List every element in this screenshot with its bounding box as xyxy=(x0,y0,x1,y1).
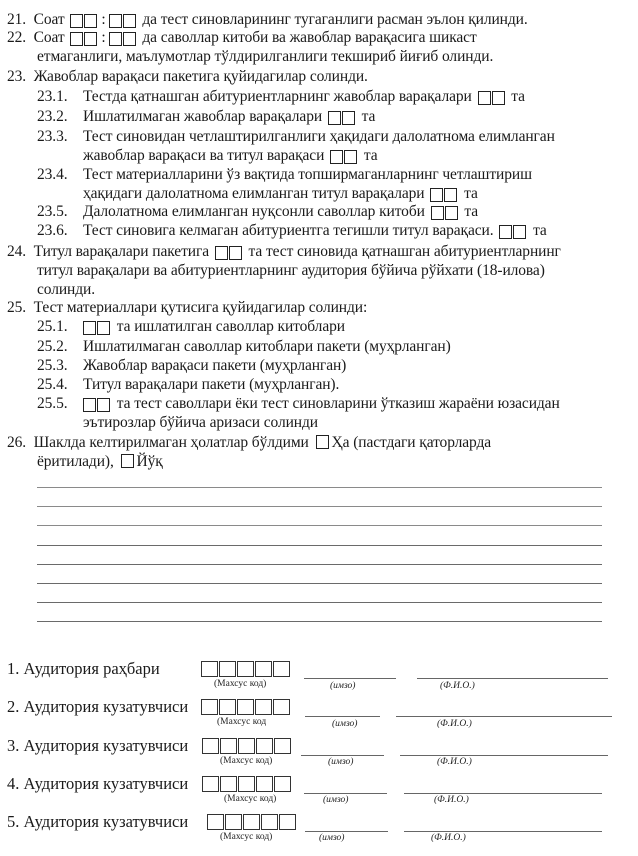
item-number: 23.3. xyxy=(37,128,68,145)
item-text: да тест синовларининг тугаганлиги расман эълон қилинди. xyxy=(142,11,528,28)
digit-box[interactable] xyxy=(330,150,343,164)
item-23-6 xyxy=(37,221,547,242)
item-number: 24. xyxy=(7,243,27,260)
code-box[interactable] xyxy=(256,776,273,792)
item-24 xyxy=(7,242,561,263)
special-code-label: (Махсус код xyxy=(217,717,267,727)
signature-line[interactable] xyxy=(305,831,388,832)
item-number: 25.3. xyxy=(37,357,68,374)
signature-label: (имзо) xyxy=(332,719,358,729)
full-name-line[interactable] xyxy=(417,678,608,679)
digit-box[interactable] xyxy=(513,225,526,239)
special-code-field[interactable] xyxy=(207,814,296,830)
item-number: 25.1. xyxy=(37,318,68,335)
digit-box[interactable] xyxy=(109,14,122,28)
full-name-label: (Ф.И.О.) xyxy=(431,833,466,843)
count-field[interactable] xyxy=(328,109,356,128)
item-number: 23.2. xyxy=(37,108,68,125)
code-box[interactable] xyxy=(201,699,218,715)
item-number: 23.6. xyxy=(37,222,68,239)
item-25 xyxy=(7,298,367,317)
count-field[interactable] xyxy=(478,89,506,108)
time-colon: : xyxy=(101,11,106,28)
item-text: ҳақидаги далолатнома елимланган титул варақалари xyxy=(83,185,425,202)
signature-label: (имзо) xyxy=(323,795,349,805)
digit-box[interactable] xyxy=(97,398,110,412)
item-text: Ишлатилмаган жавоблар варақалари xyxy=(83,108,323,125)
writing-line[interactable] xyxy=(37,525,602,526)
unit-text: та xyxy=(464,203,479,220)
full-name-label: (Ф.И.О.) xyxy=(437,719,472,729)
full-name-label: (Ф.И.О.) xyxy=(434,795,469,805)
item-text: та ишлатилган саволлар китоблари xyxy=(116,318,345,335)
digit-box[interactable] xyxy=(83,398,96,412)
code-box[interactable] xyxy=(273,699,290,715)
full-name-line[interactable] xyxy=(404,793,602,794)
digit-box[interactable] xyxy=(83,321,96,335)
count-field[interactable] xyxy=(499,223,527,242)
writing-line[interactable] xyxy=(37,602,602,603)
digit-box[interactable] xyxy=(215,246,228,260)
code-box[interactable] xyxy=(274,776,291,792)
item-text: Далолатнома елимланган нуқсонли саволлар китоби xyxy=(83,203,425,220)
unit-text: та xyxy=(363,147,378,164)
digit-box[interactable] xyxy=(445,206,458,220)
writing-line[interactable] xyxy=(37,487,602,488)
item-number: 22. xyxy=(7,29,27,46)
digit-box[interactable] xyxy=(328,111,341,125)
yes-checkbox[interactable] xyxy=(316,435,329,449)
signature-row-label: 3. Аудитория кузатувчиси xyxy=(7,736,189,755)
digit-box[interactable] xyxy=(97,321,110,335)
item-23-1 xyxy=(37,87,525,108)
digit-box[interactable] xyxy=(430,188,443,202)
signature-label: (имзо) xyxy=(328,757,354,767)
code-box[interactable] xyxy=(238,738,255,754)
code-box[interactable] xyxy=(225,814,242,830)
digit-box[interactable] xyxy=(478,91,491,105)
digit-box[interactable] xyxy=(444,188,457,202)
item-text: Тестда қатнашган абитуриентларнинг жавоблар варақалари xyxy=(83,88,472,105)
item-text: Тест синовидан четлаштирилганлиги ҳақидаги далолатнома елимланган xyxy=(83,128,555,145)
code-box[interactable] xyxy=(273,661,290,677)
writing-line[interactable] xyxy=(37,583,602,584)
item-number: 23.5. xyxy=(37,203,68,220)
item-text: та тест саволлари ёки тест синовларини ўтказиш жараёни юзасидан xyxy=(116,395,560,412)
no-checkbox[interactable] xyxy=(121,454,134,468)
no-label: Йўқ xyxy=(136,453,163,470)
digit-box[interactable] xyxy=(84,14,97,28)
signature-line[interactable] xyxy=(305,716,380,717)
item-25-5 xyxy=(37,394,560,415)
item-number: 25. xyxy=(7,299,27,316)
unit-text: та xyxy=(464,185,478,202)
full-name-line[interactable] xyxy=(396,716,612,717)
special-code-field[interactable] xyxy=(201,661,290,677)
code-box[interactable] xyxy=(202,738,219,754)
signature-row-label: 1. Аудитория раҳбари xyxy=(7,659,160,678)
digit-box[interactable] xyxy=(499,225,512,239)
digit-box[interactable] xyxy=(123,32,136,46)
item-text: Жавоблар варақаси пакетига қуйидагилар солинди. xyxy=(33,68,368,85)
item-25-2 xyxy=(37,337,451,356)
item-text: Тест синовига келмаган абитуриентга тегишли титул варақаси. xyxy=(83,222,494,239)
code-box[interactable] xyxy=(201,661,218,677)
item-text: Шаклда келтирилмаган ҳолатлар бўлдими xyxy=(33,434,309,451)
code-box[interactable] xyxy=(202,776,219,792)
signature-label: (имзо) xyxy=(319,833,345,843)
digit-box[interactable] xyxy=(342,111,355,125)
item-26 xyxy=(7,433,491,452)
code-box[interactable] xyxy=(238,776,255,792)
item-text: Титул варақалари пакети (муҳрланган). xyxy=(83,376,340,393)
item-text: Ишлатилмаган саволлар китоблари пакети (муҳрланган) xyxy=(83,338,451,355)
code-box[interactable] xyxy=(243,814,260,830)
item-25-4 xyxy=(37,375,339,394)
item-23-2 xyxy=(37,107,375,128)
item-text: Жавоблар варақаси пакети (муҳрланган) xyxy=(83,357,347,374)
code-box[interactable] xyxy=(219,699,236,715)
digit-box[interactable] xyxy=(344,150,357,164)
item-23-4 xyxy=(37,165,532,184)
digit-box[interactable] xyxy=(431,206,444,220)
special-code-label: (Махсус код) xyxy=(214,679,267,689)
item-23-3-continuation xyxy=(83,146,378,167)
special-code-field[interactable] xyxy=(202,738,291,754)
writing-line[interactable] xyxy=(37,621,602,622)
item-24-continuation: солинди. xyxy=(37,281,96,298)
code-box[interactable] xyxy=(255,661,272,677)
item-number: 21. xyxy=(7,11,27,28)
item-24-continuation: титул варақалари ва абитуриентларнинг аудитория бўйича рўйхати (18-илова) xyxy=(37,262,545,279)
signature-line[interactable] xyxy=(304,793,387,794)
item-text: ёритилади), xyxy=(37,453,114,470)
digit-box[interactable] xyxy=(109,32,122,46)
item-number: 23.1. xyxy=(37,88,68,105)
full-name-label: (Ф.И.О.) xyxy=(440,681,475,691)
item-22 xyxy=(7,28,477,49)
unit-text: та xyxy=(361,108,376,125)
digit-box[interactable] xyxy=(70,14,83,28)
item-23-3 xyxy=(37,127,555,146)
unit-text: та xyxy=(533,222,547,239)
writing-line[interactable] xyxy=(37,506,602,507)
signature-row-label: 4. Аудитория кузатувчиси xyxy=(7,774,189,793)
item-text: Тест материаллари қутисига қуйидагилар солинди: xyxy=(33,299,368,316)
item-25-3 xyxy=(37,356,346,375)
code-box[interactable] xyxy=(237,661,254,677)
signature-line[interactable] xyxy=(301,755,384,756)
full-name-line[interactable] xyxy=(400,755,608,756)
code-box[interactable] xyxy=(261,814,278,830)
item-23-5 xyxy=(37,202,478,223)
item-text: Соат xyxy=(33,11,65,28)
item-text: та тест синовида қатнашган абитуриентларнинг xyxy=(248,243,561,260)
digit-box[interactable] xyxy=(70,32,83,46)
item-text: Титул варақалари пакетига xyxy=(33,243,209,260)
item-number: 25.2. xyxy=(37,338,68,355)
code-box[interactable] xyxy=(256,738,273,754)
code-box[interactable] xyxy=(255,699,272,715)
full-name-line[interactable] xyxy=(404,831,602,832)
yes-label: Ҳа (пастдаги қаторларда xyxy=(331,434,492,451)
digit-box[interactable] xyxy=(229,246,242,260)
writing-line[interactable] xyxy=(37,545,602,546)
code-box[interactable] xyxy=(274,738,291,754)
item-text: да саволлар китоби ва жавоблар варақасига шикаст xyxy=(142,29,477,46)
signature-row-label: 2. Аудитория кузатувчиси xyxy=(7,697,189,716)
special-code-label: (Махсус код) xyxy=(220,832,273,842)
code-box[interactable] xyxy=(219,661,236,677)
special-code-label: (Махсус код) xyxy=(220,756,273,766)
item-22-continuation: етмаганлиги, маълумотлар тўлдирилганлиги текшириб йиғиб олинди. xyxy=(37,48,494,65)
item-25-5-continuation: эътирозлар бўйича аризаси солинди xyxy=(83,414,318,431)
count-field[interactable] xyxy=(83,319,111,338)
writing-line[interactable] xyxy=(37,564,602,565)
signature-row-label: 5. Аудитория кузатувчиси xyxy=(7,812,189,831)
item-25-1 xyxy=(37,317,345,338)
item-number: 23. xyxy=(7,68,27,85)
item-26-continuation xyxy=(37,452,163,471)
item-number: 26. xyxy=(7,434,27,451)
item-number: 25.5. xyxy=(37,395,68,412)
code-box[interactable] xyxy=(279,814,296,830)
special-code-field[interactable] xyxy=(202,776,291,792)
code-box[interactable] xyxy=(220,776,237,792)
item-23 xyxy=(7,67,368,86)
code-box[interactable] xyxy=(207,814,224,830)
full-name-label: (Ф.И.О.) xyxy=(437,757,472,767)
item-text: жавоблар варақаси ва титул варақаси xyxy=(83,147,325,164)
item-text: Тест материалларини ўз вақтида топширмаганларнинг четлаштириш xyxy=(83,166,532,183)
digit-box[interactable] xyxy=(492,91,505,105)
special-code-label: (Махсус код) xyxy=(224,794,277,804)
digit-box[interactable] xyxy=(84,32,97,46)
signature-label: (имзо) xyxy=(330,681,356,691)
time-colon: : xyxy=(101,29,106,46)
code-box[interactable] xyxy=(237,699,254,715)
unit-text: та xyxy=(511,88,525,105)
signature-line[interactable] xyxy=(304,678,396,679)
digit-box[interactable] xyxy=(123,14,136,28)
special-code-field[interactable] xyxy=(201,699,290,715)
item-number: 23.4. xyxy=(37,166,68,183)
item-text: Соат xyxy=(33,29,65,46)
code-box[interactable] xyxy=(220,738,237,754)
item-number: 25.4. xyxy=(37,376,68,393)
